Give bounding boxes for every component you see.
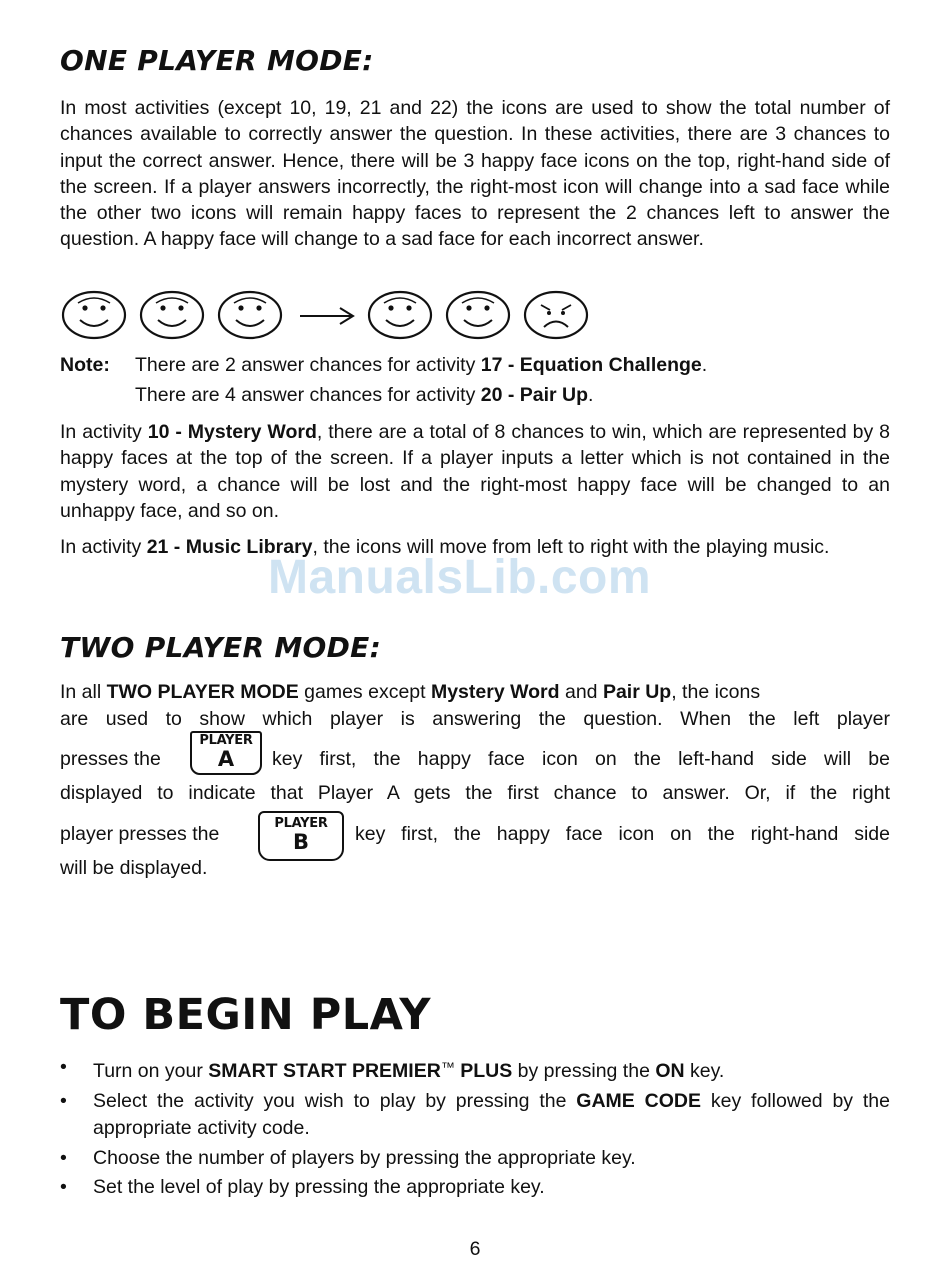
begin-play-steps (60, 1054, 890, 1204)
list-item: • Choose the number of players by pressing the appropriate key. (60, 1146, 636, 1169)
mystery-word-paragraph: In activity 10 - Mystery Word, there are a total of 8 chances to win, which are represented by 8 happy faces at the top of the screen. If a player inputs a letter which is not contained in the mystery word, a chance will be lost and the right-most happy face will be changed to an unhappy face, and so on. (60, 421, 890, 522)
activity-20-name: 20 - Pair Up (480, 384, 589, 406)
happy-face-icon (216, 289, 284, 341)
watermark-logo: ManualsLib.com (268, 551, 652, 604)
note-label: Note: (60, 354, 110, 376)
happy-face-icon (366, 289, 434, 341)
player-b-key-icon: PLAYER B (258, 811, 344, 861)
activity-21-name: 21 - Music Library (146, 536, 313, 558)
list-item: • Select the activity you wish to play by pressing the GAME CODE key followed by the appropriate activity code. (60, 1089, 890, 1139)
two-player-line-2: are used to show which player is answering the question. When the left player (60, 708, 890, 730)
sad-face-icon (522, 289, 590, 341)
face-icons-row (60, 286, 600, 344)
list-item: • Turn on your SMART START PREMIER™ PLUS by pressing the ON key. (60, 1056, 725, 1082)
one-player-heading: ONE PLAYER MODE: (60, 44, 374, 77)
activity-17-name: 17 - Equation Challenge (480, 354, 702, 376)
music-library-paragraph: In activity 21 - Music Library, the icons will move from left to right with the playing music. (60, 536, 830, 558)
happy-face-icon (444, 289, 512, 341)
activity-10-name: 10 - Mystery Word (147, 421, 317, 443)
arrow-right-icon (292, 289, 362, 341)
manual-page: ONE PLAYER MODE: In most activities (except 10, 19, 21 and 22) the icons are used to show the total number of chances available to correctly answer the question. In these activities, there are 3 chances to input the correct answer. Hence, there will be 3 happy face icons on the top, right-hand side of the screen. If a player answers incorrectly, the right-most icon will change into a sad face while the other two icons will remain happy faces to represent the 2 chances left to answer the question. A happy face will change to a sad face for each incorrect answer. Note: There are 2 answer chances for activity 17 - Equation Challenge. There are 4 answer chances for activity 20 - Pair Up. In activity 10 - Mystery Word, there are a total of 8 chances to win, which are represented by 8 happy faces at the top of the screen. If a player inputs a letter which is not contained in the mystery word, a chance will be lost and the right-most happy face will be changed to an unhappy face, and so on. In activity 21 - Music Library, the icons will move from left to right with the playing music. ManualsLib.com TWO PLAYER MODE: In all TWO PLAYER MODE games except Mystery Word and Pair Up, the icons are used to show which player is answering the question. When the left player presses the key first, the happy face icon on the left-hand side will be PLAYER A displayed to indicate that Player A gets the first chance to answer. Or, if the right player presses the key first, the happy face icon on the right-hand side PLAYER B will be displayed. TO BEGIN PLAY • Turn on your SMART START PREMIER™ PLUS by pressing the ON key. • Select the activity you wish to play by pressing the GAME CODE key followed by the appropriate activity code. • Choose the number of players by pressing the appropriate key. • Set the level of play by pressing the appropriate key. 6 (0, 0, 950, 1268)
page-number: 6 (469, 1238, 481, 1260)
two-player-heading: TWO PLAYER MODE: (60, 631, 382, 664)
list-item: • Set the level of play by pressing the appropriate key. (60, 1176, 545, 1198)
happy-face-icon (138, 289, 206, 341)
one-player-paragraph: In most activities (except 10, 19, 21 and 22) the icons are used to show the total number of chances available to correctly answer the question. In these activities, there are 3 chances to input the correct answer. Hence, there will be 3 happy face icons on the top, right-hand side of the screen. If a player answers incorrectly, the right-most icon will change into a sad face while the other two icons will remain happy faces to represent the 2 chances left to answer the question. A happy face will change to a sad face for each incorrect answer. (60, 97, 890, 251)
to-begin-play-heading: TO BEGIN PLAY (60, 990, 431, 1040)
happy-face-icon (60, 289, 128, 341)
two-player-line-1: In all TWO PLAYER MODE games except Mystery Word and Pair Up, the icons (60, 681, 761, 703)
two-player-line-6: will be displayed. (60, 857, 208, 879)
two-player-line-4: displayed to indicate that Player A gets the first chance to answer. Or, if the right (60, 782, 890, 804)
player-a-key-icon: PLAYER A (190, 731, 262, 775)
